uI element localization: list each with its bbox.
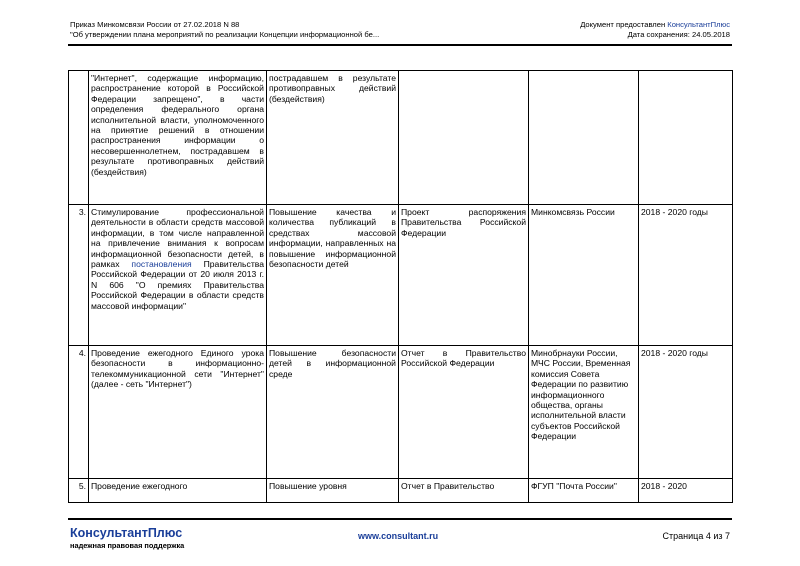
table-row xyxy=(69,205,733,346)
period-cell: 2018 - 2020 годы xyxy=(639,205,733,346)
table-row xyxy=(69,479,733,503)
executors-cell xyxy=(529,71,639,205)
event-cell: Проведение ежегодного Единого урока безопасности в информационно-телекоммуникационной сети "Интернет" (далее - сеть "Интернет") xyxy=(89,346,267,479)
provided-by-line xyxy=(580,20,730,30)
form-cell: Отчет в Правительство xyxy=(399,479,529,503)
row-number: 5. xyxy=(69,479,89,503)
row-number: 4. xyxy=(69,346,89,479)
executors-cell: ФГУП "Почта России" xyxy=(529,479,639,503)
result-cell: Повышение уровня xyxy=(267,479,399,503)
form-cell: Проект распоряжения Правительства Российской Федерации xyxy=(399,205,529,346)
period-cell xyxy=(639,71,733,205)
save-date: Дата сохранения: 24.05.2018 xyxy=(627,30,730,39)
footer-website-link[interactable]: www.consultant.ru xyxy=(358,531,439,541)
event-cell: Проведение ежегодного xyxy=(89,479,267,503)
period-cell: 2018 - 2020 xyxy=(639,479,733,503)
table-row xyxy=(69,346,733,479)
document-header xyxy=(70,20,379,40)
form-cell: Отчет в Правительство Российской Федерации xyxy=(399,346,529,479)
event-text-cont: Правительства Российской Федерации от 20 июля 2013 г. N 606 "О премиях Правительства Российской Федерации в области средств массовой информации" xyxy=(91,259,264,311)
document-title-line2: "Об утверждении плана мероприятий по реализации Концепции информационной бе... xyxy=(70,30,380,39)
document-title-line1: Приказ Минкомсвязи России от 27.02.2018 N 88 xyxy=(70,20,240,29)
measures-table xyxy=(68,70,733,503)
executors-cell: Минобрнауки России, МЧС России, Временная комиссия Совета Федерации по развитию информационного общества, органы исполнительной власти субъектов Российской Федерации xyxy=(529,346,639,479)
header-divider xyxy=(68,44,732,46)
table-row xyxy=(69,71,733,205)
provider-name-link[interactable]: КонсультантПлюс xyxy=(667,20,730,29)
footer-brand-logo: КонсультантПлюс xyxy=(70,526,183,540)
result-cell: Повышение качества и количества публикаций в средствах массовой информации, направленных на повышение информационной безопасности детей xyxy=(267,205,399,346)
event-cell xyxy=(89,205,267,346)
provider-info xyxy=(580,20,730,40)
result-cell: пострадавшем в результате противоправных действий (бездействия) xyxy=(267,71,399,205)
result-cell: Повышение безопасности детей в информационной среде xyxy=(267,346,399,479)
event-cell: "Интернет", содержащие информацию, распространение которой в Российской Федерации запрещено", в части определения федерального органа исполнительной власти, уполномоченного на принятие решений в отношении распространения информации о несовершеннолетнем, пострадавшем в результате противоправных действий (бездействия) xyxy=(89,71,267,205)
footer-divider xyxy=(68,518,732,520)
form-cell xyxy=(399,71,529,205)
footer-tagline: надежная правовая поддержка xyxy=(70,541,185,550)
resolution-link[interactable]: постановления xyxy=(131,259,192,270)
provided-by-label: Документ предоставлен xyxy=(580,20,668,29)
row-number: 3. xyxy=(69,205,89,346)
executors-cell: Минкомсвязь России xyxy=(529,205,639,346)
row-number xyxy=(69,71,89,205)
page-indicator: Страница 4 из 7 xyxy=(662,531,730,541)
period-cell: 2018 - 2020 годы xyxy=(639,346,733,479)
event-text: Стимулирование профессиональной деятельности в области средств массовой информации, в том числе направленной на привлечение внимания к вопросам информационной безопасности детей, в рамках xyxy=(91,207,264,270)
